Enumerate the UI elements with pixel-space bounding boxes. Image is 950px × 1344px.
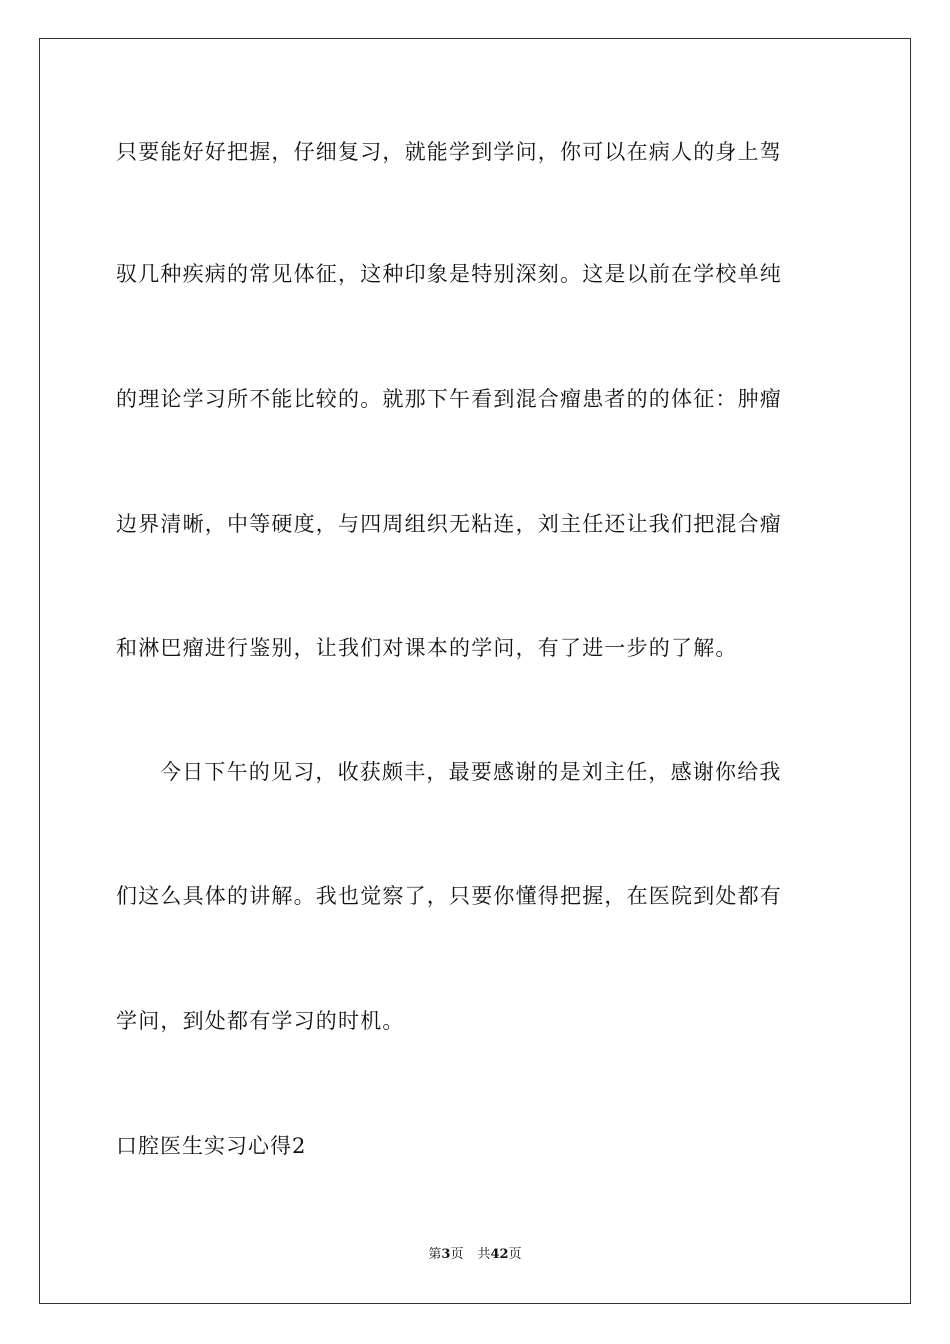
footer-total-prefix: 共 (477, 1247, 491, 1262)
body-line-4: 边界清晰，中等硬度，与四周组织无粘连，刘主任还让我们把混合瘤 (116, 512, 782, 536)
page-footer (0, 1246, 950, 1264)
body-line-7: 们这么具体的讲解。我也觉察了，只要你懂得把握，在医院到处都有 (116, 884, 782, 908)
footer-page-total: 42 (490, 1247, 509, 1262)
footer-page-current: 3 (441, 1247, 451, 1262)
footer-page-suffix: 页 (450, 1247, 464, 1262)
footer-page-prefix: 第 (428, 1247, 442, 1262)
body-line-6: 今日下午的见习，收获颇丰，最要感谢的是刘主任，感谢你给我 (160, 760, 782, 784)
body-line-1: 只要能好好把握，仔细复习，就能学到学问，你可以在病人的身上驾 (116, 140, 782, 164)
section-title: 口腔医生实习心得2 (116, 1134, 307, 1158)
body-line-2: 驭几种疾病的常见体征，这种印象是特别深刻。这是以前在学校单纯 (116, 262, 782, 286)
body-line-8: 学问，到处都有学习的时机。 (116, 1009, 405, 1033)
footer-total-suffix: 页 (508, 1247, 522, 1262)
body-line-5: 和淋巴瘤进行鉴别，让我们对课本的学问，有了进一步的了解。 (116, 636, 738, 660)
page-border (39, 38, 911, 1304)
body-line-3: 的理论学习所不能比较的。就那下午看到混合瘤患者的的体征：肿瘤 (116, 387, 782, 411)
